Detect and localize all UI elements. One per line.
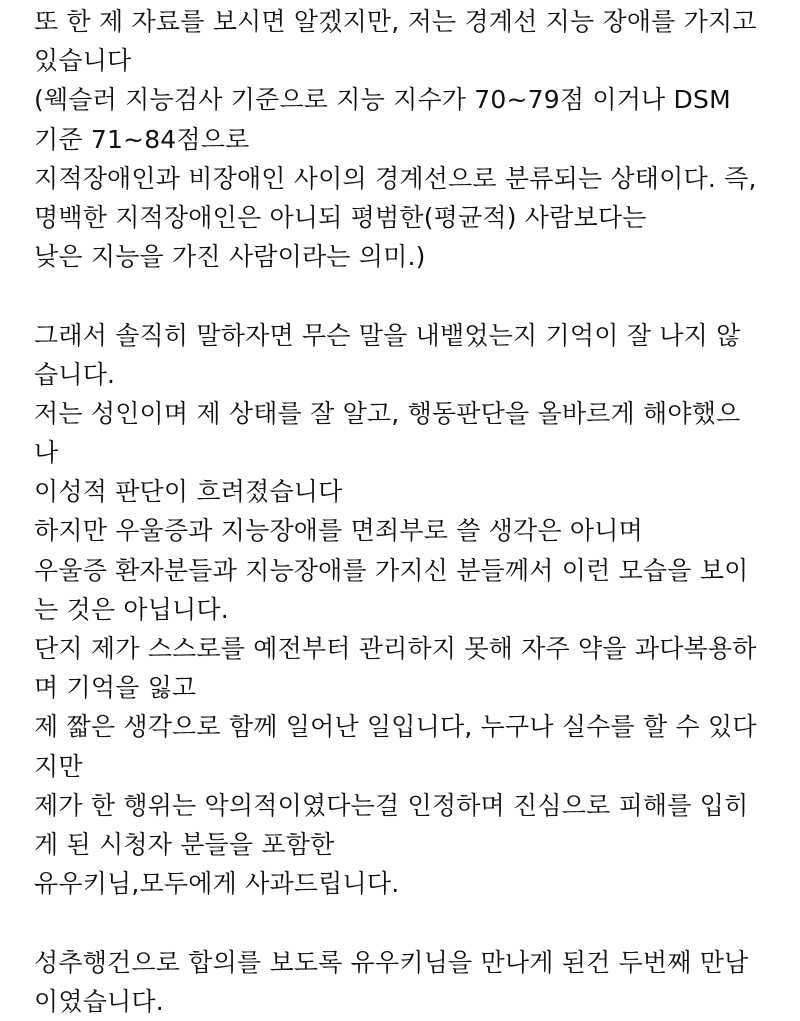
text-line: 또 한 제 자료를 보시면 알겠지만, 저는 경계선 지능 장애를 가지고 [34, 7, 757, 36]
text-line: 나 [34, 438, 59, 468]
text-line: (웩슬러 지능검사 기준으로 지능 지수가 70~79점 이거나 DSM [34, 85, 731, 115]
text-line: 지만 [34, 751, 83, 781]
paragraph-meeting [34, 943, 774, 1021]
text-line: 제 짧은 생각으로 함께 일어난 일입니다, 누구나 실수를 할 수 있다 [34, 712, 757, 742]
text-line: 게 된 시청자 분들을 포함한 [34, 829, 335, 859]
text-line: 하지만 우울증과 지능장애를 면죄부로 쓸 생각은 아니며 [34, 516, 643, 546]
text-line: 그래서 솔직히 말하자면 무슨 말을 내뱉었는지 기억이 잘 나지 않 [34, 320, 741, 350]
text-line: 낮은 지능을 가진 사람이라는 의미.) [34, 242, 426, 272]
text-line: 명백한 지적장애인은 아니되 평범한(평균적) 사람보다는 [34, 202, 647, 232]
text-line: 있습니다 [34, 46, 132, 76]
document-body [34, 0, 774, 1021]
text-line: 성추행건으로 합의를 보도록 유우키님을 만나게 된건 두번째 만남 [34, 947, 749, 977]
paragraph-intro [34, 2, 774, 276]
paragraph-apology [34, 316, 774, 904]
text-line: 는 것은 아닙니다. [34, 594, 229, 624]
text-line: 이성적 판단이 흐려졌습니다 [34, 477, 343, 507]
text-line: 제가 한 행위는 악의적이였다는걸 인정하며 진심으로 피해를 입히 [34, 790, 749, 820]
text-line: 우울증 환자분들과 지능장애를 가지신 분들께서 이런 모습을 보이 [34, 555, 749, 585]
text-line: 이였습니다. [34, 986, 164, 1016]
paragraph-spacer [34, 276, 774, 315]
text-line: 유우키님,모두에게 사과드립니다. [34, 869, 400, 899]
text-line: 지적장애인과 비장애인 사이의 경계선으로 분류되는 상태이다. 즉, [34, 163, 757, 193]
text-line: 며 기억을 잃고 [34, 673, 197, 703]
text-line: 습니다. [34, 359, 116, 389]
text-line: 저는 성인이며 제 상태를 잘 알고, 행동판단을 올바르게 해야했으 [34, 398, 741, 428]
text-line: 기준 71~84점으로 [34, 124, 250, 154]
text-line: 단지 제가 스스로를 예전부터 관리하지 못해 자주 약을 과다복용하 [34, 634, 757, 663]
paragraph-spacer [34, 903, 774, 942]
